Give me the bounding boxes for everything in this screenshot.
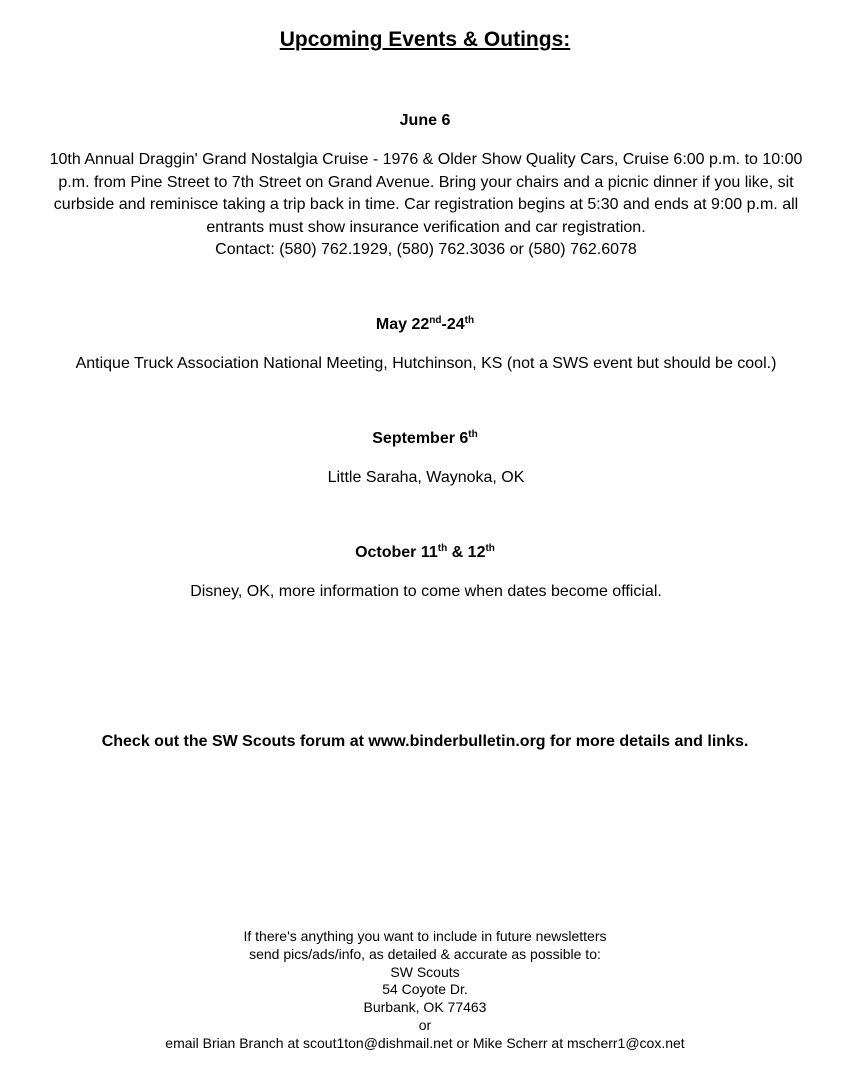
footer-email-line: email Brian Branch at scout1ton@dishmail.net or Mike Scherr at mscherr1@cox.net xyxy=(165,1034,685,1051)
footer-contact-block xyxy=(0,928,850,1053)
event-description-disney xyxy=(24,581,828,604)
event-date-june-6: June 6 xyxy=(399,112,451,129)
event-date-september: September 6th xyxy=(372,429,478,447)
event-description-truck-meeting xyxy=(24,353,828,376)
event-description-line: Little Saraha, Waynoka, OK xyxy=(327,469,525,486)
footer-address-city: Burbank, OK 77463 xyxy=(363,999,487,1016)
event-contact-line: Contact: (580) 762.1929, (580) 762.3036 or (580) 762.6078 xyxy=(215,241,637,258)
event-description-line: curbside and reminisce taking a trip back in time. Car registration begins at 5:30 and ends at 9:00 p.m. all xyxy=(53,196,799,213)
footer-line: send pics/ads/info, as detailed & accurate as possible to: xyxy=(249,945,601,962)
event-description-line: p.m. from Pine Street to 7th Street on Grand Avenue. Bring your chairs and a picnic dinner if you like, sit xyxy=(58,173,794,191)
event-date-may: May 22nd-24th xyxy=(375,315,475,333)
page-title: Upcoming Events & Outings: xyxy=(279,28,571,51)
event-description-line: Antique Truck Association National Meeting, Hutchinson, KS (not a SWS event but should be cool.) xyxy=(75,355,777,372)
event-description-line: 10th Annual Draggin' Grand Nostalgia Cruise - 1976 & Older Show Quality Cars, Cruise 6:00 p.m. to 10:00 xyxy=(49,151,803,168)
event-description-cruise xyxy=(24,149,828,262)
event-description-little-saraha xyxy=(24,467,828,490)
footer-org-name: SW Scouts xyxy=(390,963,460,980)
footer-line: or xyxy=(418,1016,432,1033)
event-date-october: October 11th & 12th xyxy=(355,543,495,561)
footer-address-street: 54 Coyote Dr. xyxy=(382,981,468,998)
footer-line: If there's anything you want to include in future newsletters xyxy=(243,928,607,944)
forum-note: Check out the SW Scouts forum at www.binderbulletin.org for more details and links. xyxy=(101,733,749,750)
event-description-line: Disney, OK, more information to come when dates become official. xyxy=(190,583,662,600)
event-description-line: entrants must show insurance verification and car registration. xyxy=(206,218,646,236)
